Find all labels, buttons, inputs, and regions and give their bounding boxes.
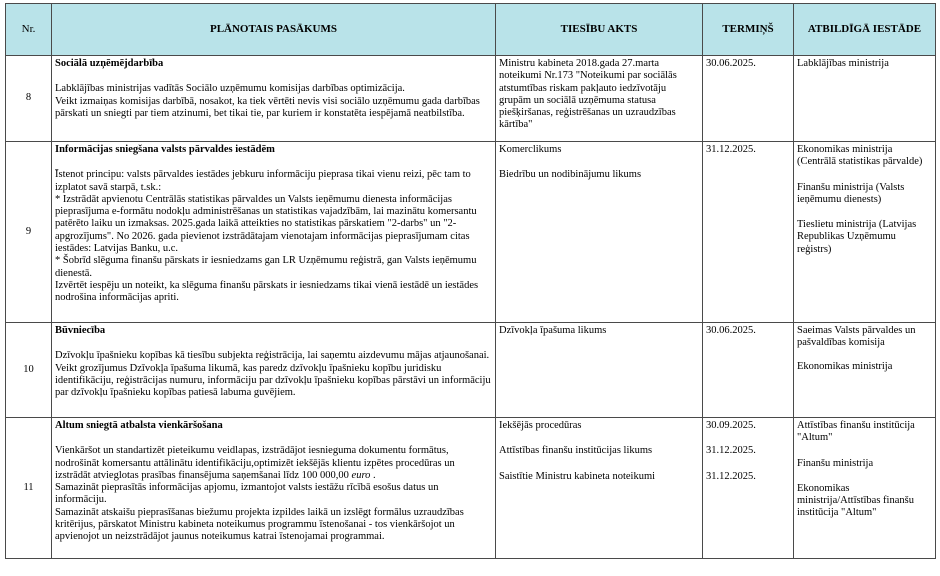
- measure-text: Veikt izmaiņas komisijas darbībā, nosakot, ka tiek vērtēti nevis visi sociālo uzņēmumu gada darbības pārskati un sniegti par tiem atzinumi, bet tikai tie, par kuriem ir konstatēta iespējamā neatbilstība.: [55, 95, 480, 119]
- measure-cell: [52, 418, 496, 559]
- institution-cell: [794, 418, 936, 559]
- institution-text: Tieslietu ministrija (Latvijas Republikas Uzņēmumu reģistrs): [797, 219, 917, 255]
- institution-text: Labklājības ministrija: [797, 58, 889, 69]
- measure-title: Altum sniegtā atbalsta vienkāršošana: [55, 420, 223, 431]
- header-deadline: TERMIŅŠ: [703, 4, 794, 56]
- measure-title: Sociālā uzņēmējdarbība: [55, 58, 164, 69]
- deadline-cell: [703, 418, 794, 559]
- measure-text: Samazināt atskaišu pieprasīšanas biežumu projekta izpildes laikā un izslēgt formālus uzraudzības kritērijus, pārskatot Ministru kabineta noteikumus programmu īstenošanai - tos vienkāršojot un apvienojot un neizstrādājot jaunus noteikumus katrai īstenojamai programmai.: [55, 506, 464, 543]
- law-text: Saistītie Ministru kabineta noteikumi: [499, 470, 656, 482]
- institution-cell: [794, 142, 936, 323]
- institution-text: Saeimas Valsts pārvaldes un pašvaldības komisija: [797, 325, 916, 349]
- deadline-cell: [703, 323, 794, 418]
- measure-text: * Izstrādāt apvienotu Centrālās statistikas pārvaldes un Valsts ieņēmumu dienesta informācijas pieprasījuma e-formātu nodokļu administrēšanas un statistikas vajadzībām, lai mazinātu komersantu patērēto laiku un izmaksas. 2025.gada laikā atteikties no statistikas pārskatiem "2-darbs" un "2-apgrozījums". No 2026. gada pievienot izstrādātajam vienotajam informācijas pieprasījumam citas iestādes: Latvijas Banku, u.c.: [55, 193, 477, 255]
- deadline-text: 30.06.2025.: [706, 325, 756, 336]
- institution-text: Ekonomikas ministrija: [797, 360, 893, 372]
- law-text: Dzīvokļa īpašuma likums: [499, 325, 607, 336]
- table-row: [6, 323, 936, 418]
- row-number: 8: [6, 56, 52, 142]
- row-number: 11: [6, 418, 52, 559]
- measure-text: Veikt grozījumus Dzīvokļa īpašuma likumā, kas paredz dzīvokļu īpašnieku kopību juridisku identifikāciju, reģistrācijas numuru, informāciju par dzīvokļu īpašnieku kopības pārstāvi un informāciju par dzīvokļu īpašnieku kopības patiesā labuma guvējiem.: [55, 362, 491, 399]
- law-text: Attīstības finanšu institūcijas likums: [499, 445, 653, 457]
- table-row: [6, 418, 936, 559]
- row-number: 10: [6, 323, 52, 418]
- law-text: Iekšējās procedūras: [499, 420, 582, 431]
- deadline-text: 31.12.2025.: [706, 470, 756, 482]
- deadline-cell: [703, 142, 794, 323]
- measure-text: Labklājības ministrijas vadītās Sociālo uzņēmumu komisijas darbības optimizācija.: [55, 83, 405, 95]
- measure-text: Īstenot principu: valsts pārvaldes iestādes jebkuru informāciju pieprasa tikai vienu reizi, pēc tam to izplatot savā starpā, t.sk.:: [55, 169, 471, 193]
- header-law: TIESĪBU AKTS: [496, 4, 703, 56]
- measure-text: * Šobrīd slēguma finanšu pārskats ir iesniedzams gan LR Uzņēmumu reģistrā, gan Valsts ieņēmumu dienestā.: [55, 255, 477, 279]
- measure-cell: [52, 323, 496, 418]
- measure-text: Dzīvokļu īpašnieku kopības kā tiesību subjekta reģistrācija, lai saņemtu aizdevumu mājas atjaunošanai.: [55, 350, 490, 362]
- institution-cell: [794, 56, 936, 142]
- row-number: 9: [6, 142, 52, 323]
- measure-text: [55, 445, 492, 482]
- table-row: [6, 56, 936, 142]
- institution-text: Ekonomikas ministrija/Attīstības finanšu institūcija "Altum": [797, 482, 914, 519]
- header-nr: Nr.: [6, 4, 52, 56]
- measure-text: Samazināt pieprasītās informācijas apjomu, izmantojot valsts iestāžu rīcībā esošus datus un informāciju.: [55, 482, 439, 506]
- institution-text: Finanšu ministrija (Valsts ieņēmumu dienests): [797, 181, 905, 205]
- institution-text: Ekonomikas ministrija (Centrālā statistikas pārvalde): [797, 144, 923, 168]
- measure-text: Izvērtēt iespēju un noteikt, ka slēguma finanšu pārskats ir iesniedzams tikai vienā iestādē un iestādes nodrošina informācijas apriti.: [55, 279, 479, 304]
- deadline-text: 30.09.2025.: [706, 420, 756, 431]
- euro-text: euro: [351, 469, 371, 481]
- header-row: [6, 4, 936, 56]
- measure-text-part: Vienkāršot un standartizēt pieteikumu veidlapas, izstrādājot iesnieguma dokumentu formātus, nodrošināt komersantu attālinātu identifikāciju,optimizēt iekšējās klientu izpētes procedūras un izstrādāt atvieglotas prasības finansējuma saņemšanai līdz 100 000,00: [55, 445, 455, 481]
- header-measure: PLĀNOTAIS PASĀKUMS: [52, 4, 496, 56]
- table-row: [6, 142, 936, 323]
- law-cell: [496, 56, 703, 142]
- measure-cell: [52, 142, 496, 323]
- deadline-text: 31.12.2025.: [706, 144, 756, 155]
- measure-text-part: .: [370, 469, 376, 481]
- institution-text: Finanšu ministrija: [797, 457, 874, 469]
- institution-cell: [794, 323, 936, 418]
- header-institution: ATBILDĪGĀ IESTĀDE: [794, 4, 936, 56]
- measures-table: [5, 3, 936, 559]
- deadline-cell: [703, 56, 794, 142]
- measure-title: Informācijas sniegšana valsts pārvaldes iestādēm: [55, 144, 275, 155]
- law-text: Ministru kabineta 2018.gada 27.marta noteikumi Nr.173 "Noteikumi par sociālās atstumtības riskam pakļauto iedzīvotāju grupām un sociālā uzņēmuma statusa piešķiršanas, reģistrēšanas un uzraudzības kārtība": [499, 58, 677, 131]
- law-cell: [496, 142, 703, 323]
- institution-text: Attīstības finanšu institūcija "Altum": [797, 420, 915, 444]
- measure-title: Būvniecība: [55, 325, 106, 336]
- law-text: Biedrību un nodibinājumu likums: [499, 169, 642, 181]
- deadline-text: 31.12.2025.: [706, 445, 756, 457]
- deadline-text: 30.06.2025.: [706, 58, 756, 69]
- measure-cell: [52, 56, 496, 142]
- law-cell: [496, 418, 703, 559]
- law-text: Komerclikums: [499, 144, 562, 155]
- law-cell: [496, 323, 703, 418]
